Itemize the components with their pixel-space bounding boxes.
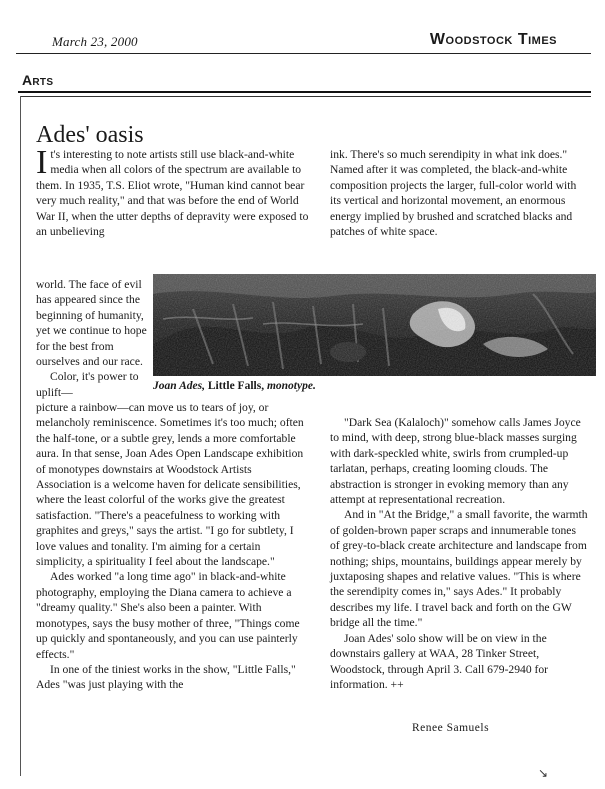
article-paragraph: "Dark Sea (Kalaloch)" somehow calls James Joyce to mind, with deep, strong blue-black masses surging with dark-speckled white, swirls from crumpled-up tarlatan, perhaps, creating looming clouds. The abstraction is stronger in evoking memory than any attempt at representational recreation. [330,416,581,507]
article-column-left-narrow [36,277,148,400]
issue-date: March 23, 2000 [52,34,138,49]
artwork-photo [153,274,596,376]
article-paragraph [36,144,310,239]
article-paragraph: picture a rainbow—can move us to tears of joy, or melancholy reminiscence. Sometimes it's too much; often the half-tone, or a subtle grey, lends a more comfortable aura. In that sense, Joan Ades Open Landscape exhibition of monotypes downstairs at Woodstock Artists Association is a welcome haven for delicate sensibilities, where the least colorful of the works give the greatest satisfaction. "There's a peacefulness to working with graphites and greys," says the artist. "I go for subtlety, I love values and tonality. I'm aiming for a certain simplicity, a spirituality I feel about the landscape." [36,401,304,569]
stray-mark: ↘ [538,766,549,780]
publication-name: Woodstock Times [429,31,557,48]
caption-artist: Joan Ades, [153,380,205,392]
article-paragraph: Joan Ades' solo show will be on view in the downstairs gallery at WAA, 28 Tinker Street, Woodstock, through April 3. Call 679-2940 for information. ++ [330,631,549,691]
drop-cap: I [36,144,48,181]
article-column-left-top [36,144,310,239]
article-paragraph: In one of the tiniest works in the show, "Little Falls," Ades "was just playing with the [36,662,296,692]
caption-title: Little Falls, [207,380,265,392]
paragraph-text: t's interesting to note artists still use black-and-white media when all colors of the spectrum are available to them. In 1935, T.S. Eliot wrote, "Human kind cannot bear very much reality," and that was before the end of World War II, when the utter depths of depravity were exposed to an unbelieving [36,148,309,239]
article-box-left-rule [20,96,21,776]
byline: Renee Samuels [412,722,490,734]
article-column-right-top [330,147,578,239]
article-paragraph: Color, it's power to uplift— [36,370,139,399]
article-headline: Ades' oasis [36,122,144,149]
masthead-rule [16,53,591,54]
photo-caption [153,380,316,392]
section-label: Arts [22,72,54,88]
section-rule [18,91,591,93]
article-paragraph: Ades worked "a long time ago" in black-and-white photography, employing the Diana camera to achieve a "dreamy quality." She's also been a painter. With monotypes, says the busy mother of three, "Things come up quickly and spontaneously, and you can use painterly effects." [36,570,300,661]
article-paragraph: ink. There's so much serendipity in what ink does." Named after it was completed, the black-and-white composition projects the larger, full-color world with its vertical and horizontal movement, an enormous energy implied by brushed and scratched blacks and patches of white space. [330,148,577,239]
monotype-image [153,274,596,376]
article-paragraph: world. The face of evil has appeared since the beginning of humanity, yet we continue to hope for the best from ourselves and our race. [36,278,147,369]
article-column-left-bottom [36,400,308,693]
article-column-right-bottom [330,415,588,692]
article-box-top-rule [20,96,591,97]
caption-medium: monotype. [266,380,316,392]
article-paragraph: And in "At the Bridge," a small favorite, the warmth of golden-brown paper scraps and innumerable tones of grey-to-black create architecture and landscape from nothing; ships, mountains, buildings appear merely by juxtaposing shapes and relative values. "This is where the serendipity comes in," says Ades." It probably describes my life. I travel back and forth on the GW bridge all the time." [330,508,588,630]
